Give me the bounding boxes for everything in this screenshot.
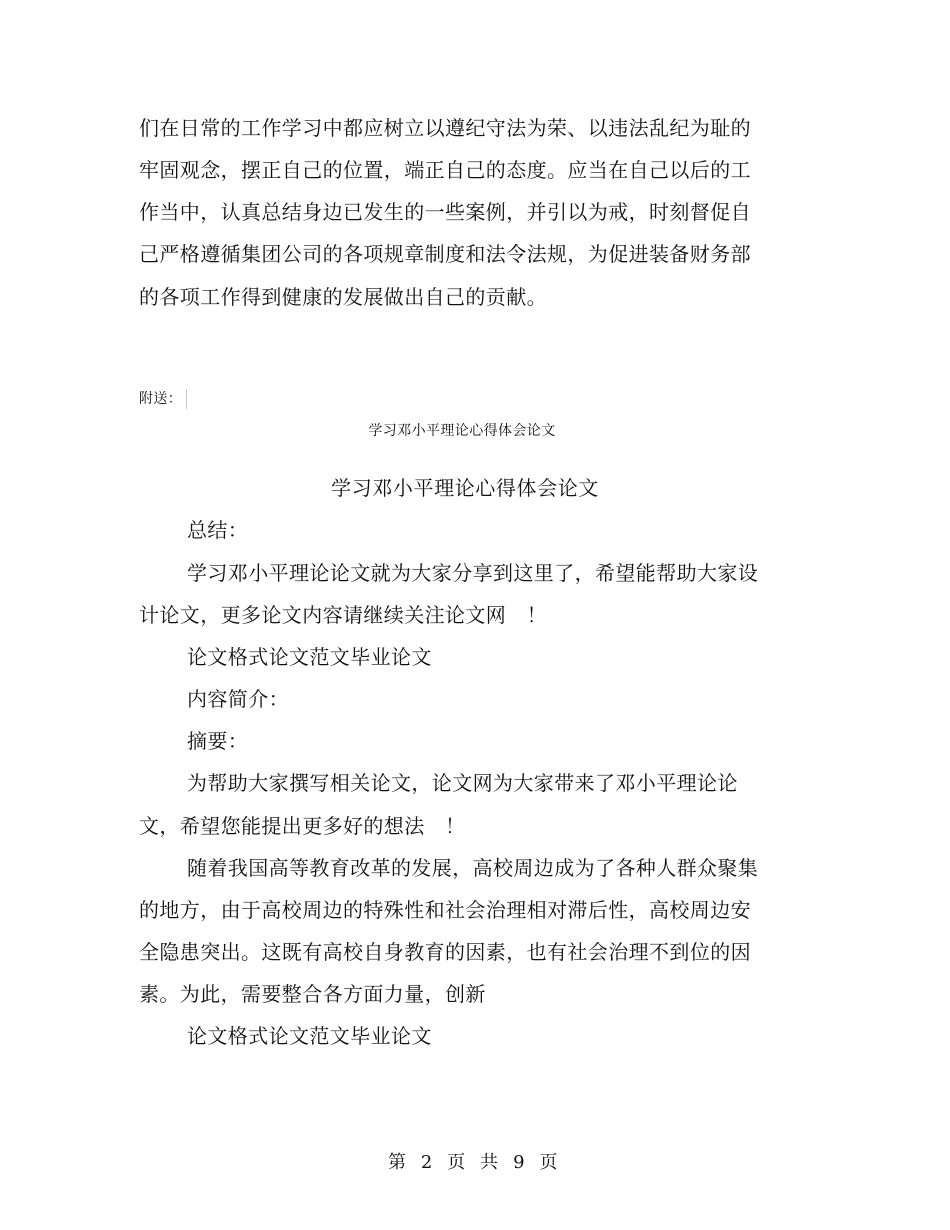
intro-heading: 内容简介： — [187, 687, 289, 711]
attachment-title-main: 学习邓小平理论心得体会论文 — [331, 476, 599, 500]
paragraph-line: 计论文，更多论文内容请继续关注论文网 ！ — [139, 603, 547, 627]
attachment-label-row — [139, 388, 187, 410]
attachment-title-small: 学习邓小平理论心得体会论文 — [368, 423, 556, 439]
paragraph-line: 文，希望您能提出更多好的想法 ！ — [139, 814, 466, 838]
attachment-label: 附送： — [139, 391, 183, 407]
divider — [186, 389, 187, 409]
paragraph-line: 的各项工作得到健康的发展做出自己的贡献。 — [139, 285, 547, 309]
paragraph-line: 为帮助大家撰写相关论文，论文网为大家带来了邓小平理论论 — [187, 771, 738, 795]
paragraph-line: 全隐患突出。这既有高校自身教育的因素，也有社会治理不到位的因 — [139, 940, 751, 964]
paragraph-line: 己严格遵循集团公司的各项规章制度和法令法规，为促进装备财务部 — [139, 242, 751, 266]
paragraph-line: 学习邓小平理论论文就为大家分享到这里了，希望能帮助大家设 — [187, 561, 759, 585]
paragraph-line: 牢固观念，摆正自己的位置，端正自己的态度。应当在自己以后的工 — [139, 158, 751, 182]
abstract-heading: 摘要： — [187, 729, 249, 753]
paragraph-line: 素。为此，需要整合各方面力量，创新 — [139, 982, 486, 1006]
page-footer: 第 2 页 共 9 页 — [387, 1152, 559, 1173]
paragraph-line: 们在日常的工作学习中都应树立以遵纪守法为荣、以违法乱纪为耻的 — [139, 116, 751, 140]
paragraph-line: 的地方，由于高校周边的特殊性和社会治理相对滞后性，高校周边安 — [139, 898, 751, 922]
paragraph-line: 作当中，认真总结身边已发生的一些案例，并引以为戒，时刻督促自 — [139, 200, 751, 224]
format-line: 论文格式论文范文毕业论文 — [187, 1024, 432, 1048]
format-line: 论文格式论文范文毕业论文 — [187, 645, 432, 669]
summary-heading: 总结： — [187, 518, 249, 542]
paragraph-line: 随着我国高等教育改革的发展，高校周边成为了各种人群众聚集 — [187, 856, 759, 880]
